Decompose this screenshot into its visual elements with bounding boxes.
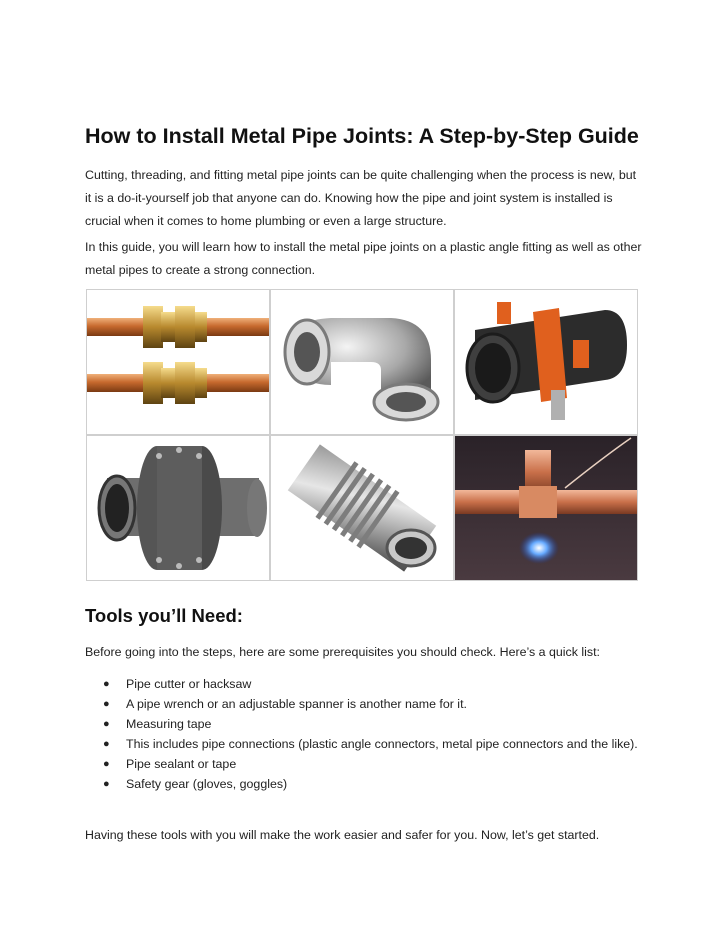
- tools-outro: Having these tools with you will make the work easier and safer for you. Now, let’s get started.: [85, 828, 600, 842]
- bullet-icon: ●: [103, 738, 110, 750]
- list-item: ● Safety gear (gloves, goggles): [85, 774, 645, 794]
- pipe-joint-image-grid: [86, 289, 638, 581]
- tools-intro: Before going into the steps, here are some prerequisites you should check. Here’s a quick list:: [85, 645, 600, 659]
- article-title: How to Install Metal Pipe Joints: A Step-by-Step Guide: [85, 124, 639, 148]
- bullet-icon: ●: [103, 758, 110, 770]
- bellows-joint-image: [271, 436, 453, 580]
- bullet-icon: ●: [103, 678, 110, 690]
- list-item: ● Measuring tape: [85, 714, 645, 734]
- soldering-copper-tee-image: [455, 436, 637, 580]
- grooved-coupling-image: [455, 290, 637, 434]
- list-item: ● Pipe cutter or hacksaw: [85, 674, 645, 694]
- tools-heading: Tools you’ll Need:: [85, 605, 243, 626]
- list-item: ● Pipe sealant or tape: [85, 754, 645, 774]
- bullet-icon: ●: [103, 698, 110, 710]
- bullet-icon: ●: [103, 778, 110, 790]
- tools-list: [85, 674, 645, 794]
- list-item: ● This includes pipe connections (plastic angle connectors, metal pipe connectors and the like).: [85, 734, 645, 754]
- intro-paragraph-1: Cutting, threading, and fitting metal pipe joints can be quite challenging when the process is new, but it is a do-it-yourself job that anyone can do. Knowing how the pipe and joint system is installed is crucial when it comes to home plumbing or even a large structure.: [85, 168, 637, 228]
- intro-paragraph-2: In this guide, you will learn how to install the metal pipe joints on a plastic angle fitting as well as other metal pipes to create a strong connection.: [85, 240, 642, 277]
- steel-elbow-image: [271, 290, 453, 434]
- copper-pipes-image: [87, 290, 269, 434]
- flanged-joint-image: [87, 436, 269, 580]
- bullet-icon: ●: [103, 718, 110, 730]
- list-item: ● A pipe wrench or an adjustable spanner is another name for it.: [85, 694, 645, 714]
